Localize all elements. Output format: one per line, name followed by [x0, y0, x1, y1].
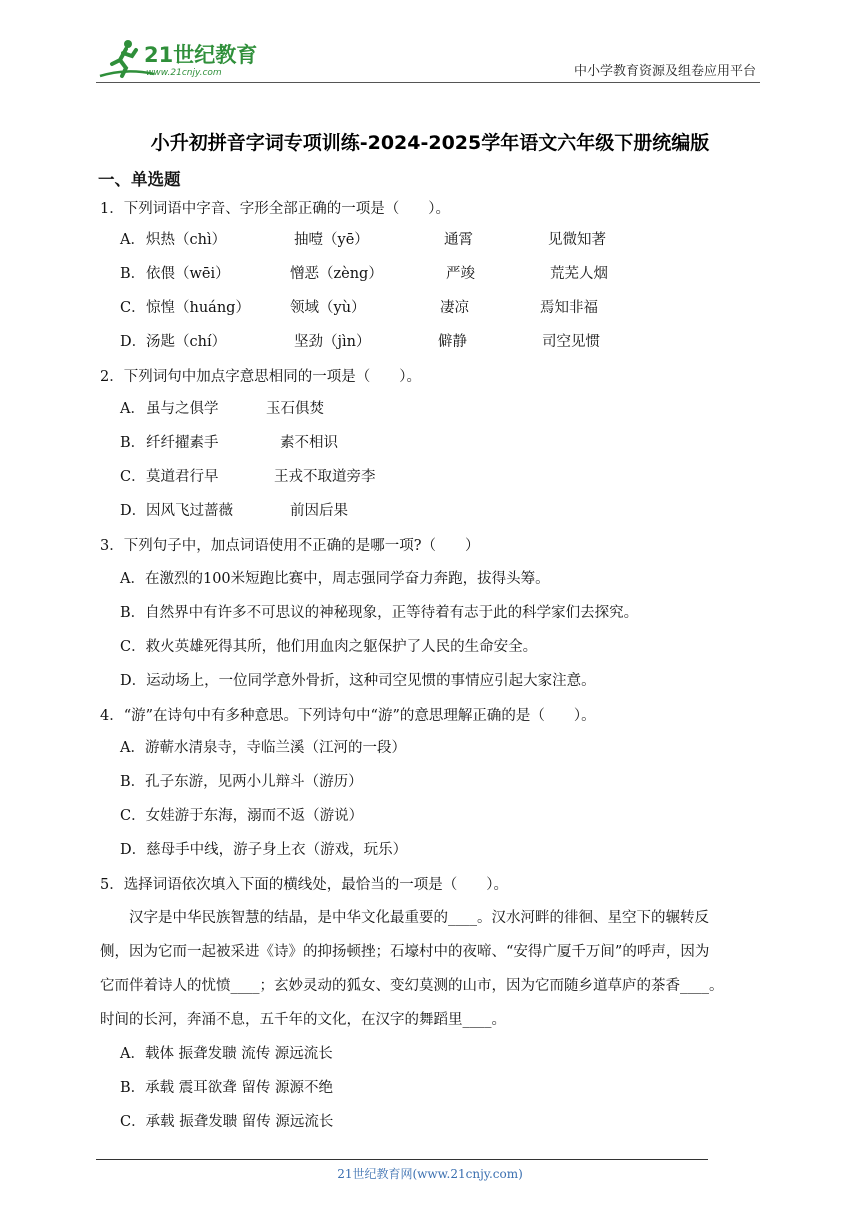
question-3-stem: 3．下列句子中，加点词语使用不正确的是哪一项?（ ）	[100, 538, 480, 554]
option-word: 领域（yù）	[290, 300, 366, 316]
passage-line: 侧，因为它而一起被采进《诗》的抑扬顿挫；石壕村中的夜啼、“安得广厦千万间”的呼声，因为	[100, 944, 710, 960]
option-phrase: 纤纤擢素手	[146, 435, 219, 451]
option-label: D．	[120, 503, 147, 519]
passage-line: 汉字是中华民族智慧的结晶，是中华文化最重要的____。汉水河畔的徘徊、星空下的辗转反	[100, 910, 709, 926]
option-word: 依偎（wēi）	[146, 266, 230, 282]
q3-option-c[interactable]: C．救火英雄死得其所，他们用血肉之躯保护了人民的生命安全。	[120, 639, 538, 655]
option-phrase: 莫道君行早	[146, 469, 219, 485]
option-word: 汤匙（chí）	[146, 334, 227, 350]
option-word: 严竣	[446, 266, 475, 282]
q3-option-a[interactable]: A．在激烈的100米短跑比赛中，周志强同学奋力奔跑，拔得头筹。	[120, 571, 550, 587]
question-5-stem: 5．选择词语依次填入下面的横线处，最恰当的一项是（ ）。	[100, 877, 508, 893]
option-phrase: 虽与之俱学	[146, 401, 219, 417]
q4-option-b[interactable]: B．孔子东游，见两小儿辩斗（游历）	[120, 774, 363, 790]
question-4-stem: 4．“游”在诗句中有多种意思。下列诗句中“游”的意思理解正确的是（ ）。	[100, 708, 596, 724]
runner-logo-icon	[96, 36, 266, 80]
option-word: 炽热（chì）	[146, 232, 227, 248]
passage-line: 时间的长河，奔涌不息，五千年的文化，在汉字的舞蹈里____。	[100, 1012, 506, 1028]
q5-option-b[interactable]: B．承载 震耳欲聋 留传 源源不绝	[120, 1080, 333, 1096]
q4-option-c[interactable]: C．女娃游于东海，溺而不返（游说）	[120, 808, 364, 824]
option-label: B．	[120, 266, 146, 282]
passage-line: 它而伴着诗人的忧愤____；玄妙灵动的狐女、变幻莫测的山市，因为它而随乡道草庐的茶香____。	[100, 978, 724, 994]
option-word: 抽噎（yē）	[294, 232, 369, 248]
q5-option-a[interactable]: A．载体 振聋发聩 流传 源远流长	[120, 1046, 333, 1062]
q4-option-a[interactable]: A．游蕲水清泉寺，寺临兰溪（江河的一段）	[120, 740, 406, 756]
option-word: 焉知非福	[540, 300, 598, 316]
footer-text: 21世纪教育网(www.21cnjy.com)	[337, 1167, 523, 1181]
page-title: 小升初拼音字词专项训练-2024-2025学年语文六年级下册统编版	[150, 132, 710, 154]
option-label: D．	[120, 334, 147, 350]
option-phrase: 素不相识	[280, 435, 338, 451]
option-phrase: 玉石俱焚	[266, 401, 324, 417]
option-phrase: 因风飞过蔷薇	[146, 503, 233, 519]
q4-option-d[interactable]: D．慈母手中线，游子身上衣（游戏，玩乐）	[120, 842, 408, 858]
logo-url: www.21cnjy.com	[146, 68, 222, 78]
option-word: 通霄	[444, 232, 473, 248]
q3-option-d[interactable]: D．运动场上，一位同学意外骨折，这种司空见惯的事情应引起大家注意。	[120, 673, 596, 689]
option-word: 坚劲（jìn）	[294, 334, 371, 350]
question-1-stem: 1．下列词语中字音、字形全部正确的一项是（ ）。	[100, 201, 450, 217]
site-logo	[96, 36, 266, 80]
option-phrase: 王戎不取道旁李	[274, 469, 376, 485]
q5-option-c[interactable]: C．承载 振聋发聩 留传 源远流长	[120, 1114, 334, 1130]
option-label: C．	[120, 300, 146, 316]
option-word: 凄凉	[440, 300, 469, 316]
option-word: 憎恶（zèng）	[290, 266, 383, 282]
footer-divider	[96, 1159, 708, 1160]
option-label: B．	[120, 435, 146, 451]
question-2-stem: 2．下列词句中加点字意思相同的一项是（ ）。	[100, 369, 421, 385]
option-word: 僻静	[438, 334, 467, 350]
q3-option-b[interactable]: B．自然界中有许多不可思议的神秘现象，正等待着有志于此的科学家们去探究。	[120, 605, 639, 621]
option-word: 见微知著	[548, 232, 606, 248]
header-divider	[96, 82, 760, 83]
option-phrase: 前因后果	[290, 503, 348, 519]
section-heading: 一、单选题	[98, 170, 181, 189]
option-label: A．	[120, 401, 145, 417]
header-platform-text: 中小学教育资源及组卷应用平台	[573, 64, 756, 79]
option-word: 惊惶（huáng）	[146, 300, 250, 316]
option-word: 司空见惯	[542, 334, 600, 350]
logo-text: 21世纪教育	[144, 43, 258, 67]
option-label: C．	[120, 469, 146, 485]
option-label: A．	[120, 232, 145, 248]
option-word: 荒芜人烟	[550, 266, 608, 282]
